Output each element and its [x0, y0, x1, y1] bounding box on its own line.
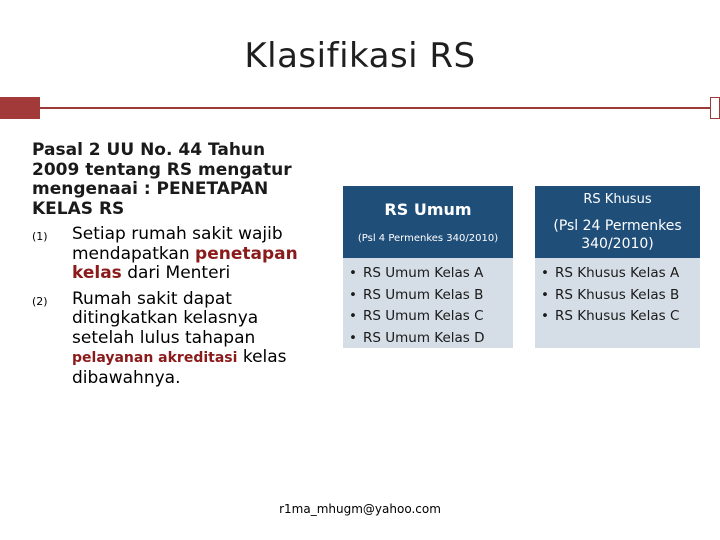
list-item: • RS Khusus Kelas A: [535, 263, 700, 285]
rs-umum-header: [343, 186, 513, 258]
divider-end-box: [710, 97, 720, 119]
list-item-1: [32, 225, 302, 284]
slide-title: Klasifikasi RS: [244, 36, 476, 76]
list-item: • RS Umum Kelas A: [343, 263, 513, 285]
item-text-pre: Rumah sakit dapat ditingkatkan kelasnya setelah lulus tahapan: [72, 288, 259, 348]
list-item: • RS Umum Kelas D: [343, 328, 513, 350]
list-item: • RS Umum Kelas B: [343, 285, 513, 307]
left-text-block: [32, 141, 302, 388]
title-divider: [0, 97, 720, 119]
item-text-pre: Setiap rumah sakit wajib mendapatkan: [72, 224, 283, 264]
item-number: (2): [32, 294, 48, 308]
list-item-2: [32, 290, 302, 389]
rs-khusus-list: [535, 258, 700, 348]
divider-accent-block: [0, 97, 40, 119]
item-text-post: dari Menteri: [127, 263, 231, 283]
rs-khusus-subtitle: (Psl 24 Permenkes 340/2010): [553, 218, 682, 252]
rs-umum-title: RS Umum: [384, 200, 472, 219]
rs-khusus-title: RS Khusus: [583, 192, 652, 207]
item-highlight: penetapan kelas: [72, 243, 298, 283]
rs-umum-subtitle: (Psl 4 Permenkes 340/2010): [357, 233, 499, 244]
list-item: • RS Khusus Kelas C: [535, 306, 700, 328]
list-item: • RS Umum Kelas C: [343, 306, 513, 328]
rs-umum-list: [343, 258, 513, 348]
item-text-post: kelas dibawahnya.: [72, 347, 287, 388]
item-highlight: pelayanan akreditasi: [72, 350, 238, 366]
footer-email: r1ma_mhugm@yahoo.com: [279, 502, 441, 516]
rs-khusus-header: [535, 186, 700, 258]
list-item: • RS Khusus Kelas B: [535, 285, 700, 307]
divider-line: [0, 107, 720, 109]
item-number: (1): [32, 230, 48, 243]
intro-text: Pasal 2 UU No. 44 Tahun 2009 tentang RS mengatur mengenaai : PENETAPAN KELAS RS: [32, 140, 292, 219]
